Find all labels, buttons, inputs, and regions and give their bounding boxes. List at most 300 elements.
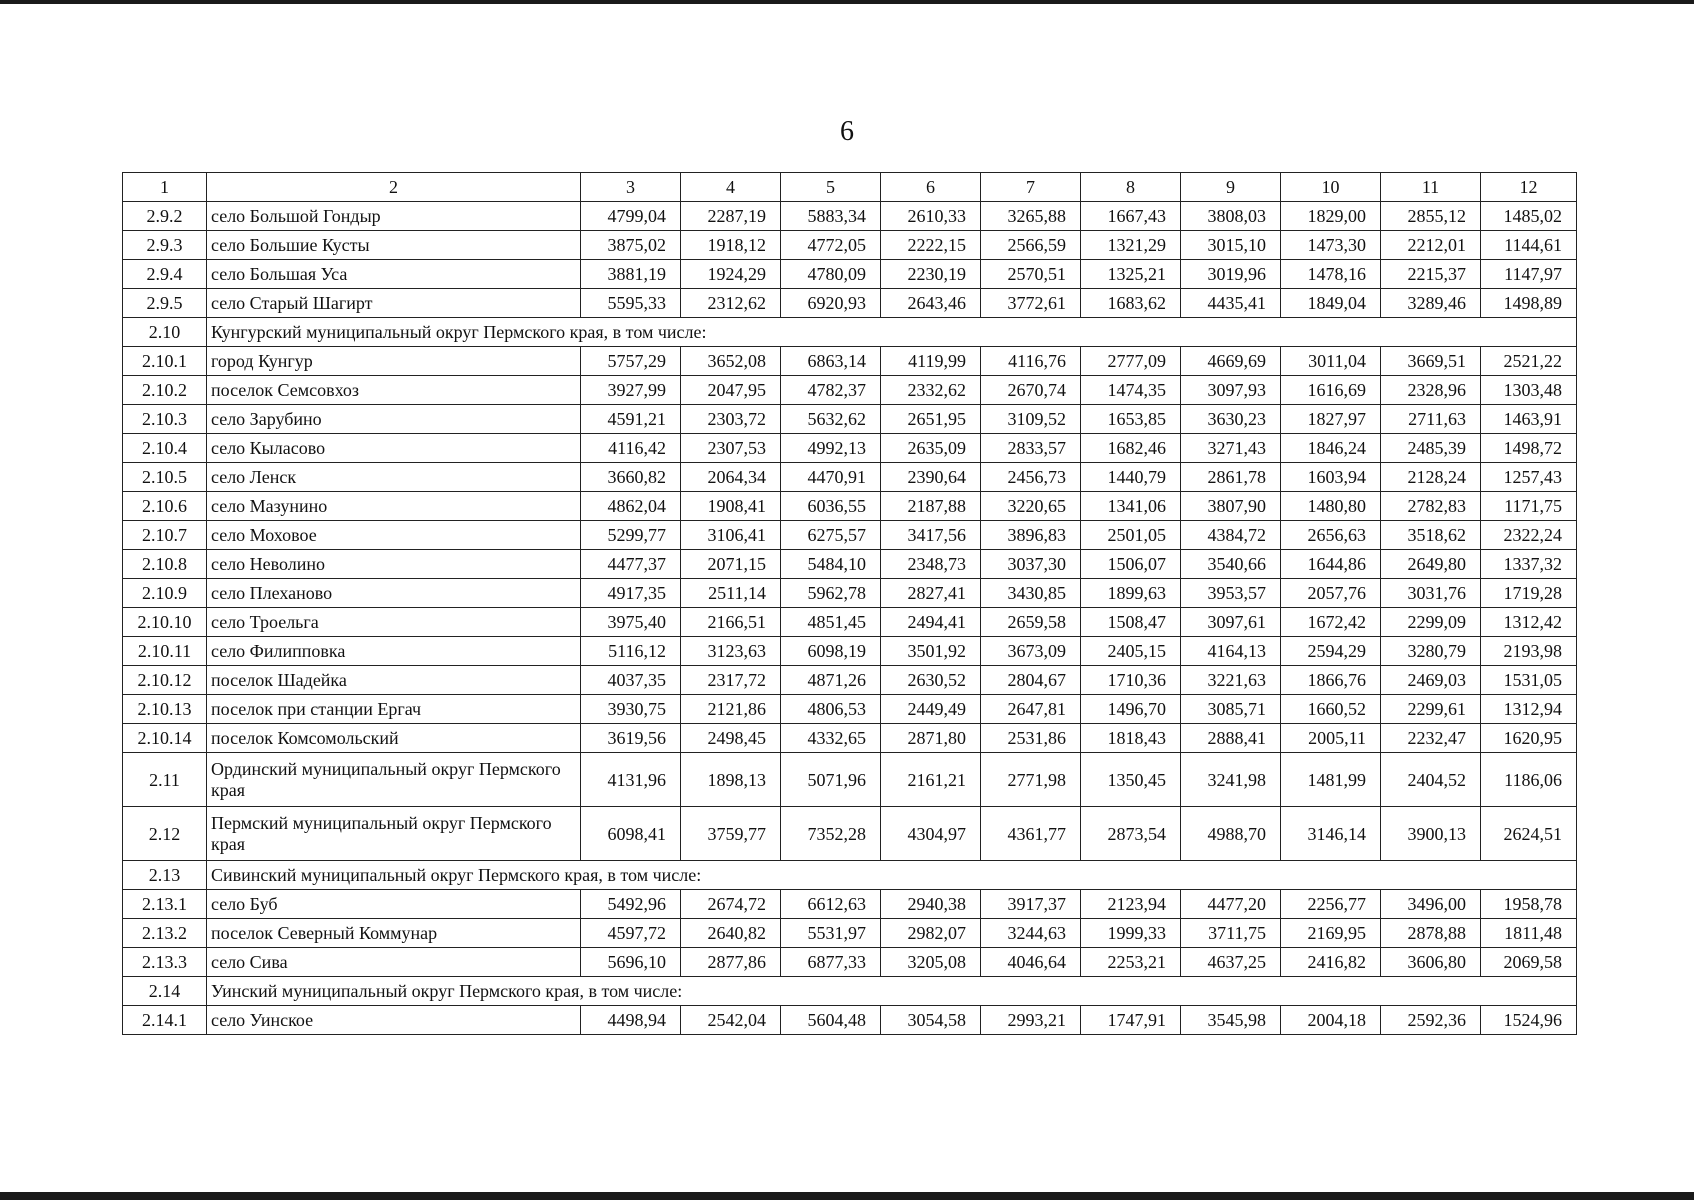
locality-name: село Кыласово — [207, 434, 581, 463]
value-cell: 1144,61 — [1481, 231, 1577, 260]
value-cell: 2610,33 — [881, 202, 981, 231]
value-cell: 1827,97 — [1281, 405, 1381, 434]
value-cell: 1829,00 — [1281, 202, 1381, 231]
value-cell: 2193,98 — [1481, 637, 1577, 666]
value-cell: 1667,43 — [1081, 202, 1181, 231]
value-cell: 1908,41 — [681, 492, 781, 521]
locality-name: село Филипповка — [207, 637, 581, 666]
value-cell: 1849,04 — [1281, 289, 1381, 318]
value-cell: 6863,14 — [781, 347, 881, 376]
value-cell: 2804,67 — [981, 666, 1081, 695]
value-cell: 6612,63 — [781, 890, 881, 919]
row-number: 2.9.3 — [123, 231, 207, 260]
value-cell: 1337,32 — [1481, 550, 1577, 579]
value-cell: 4806,53 — [781, 695, 881, 724]
value-cell: 3054,58 — [881, 1006, 981, 1035]
locality-name: село Неволино — [207, 550, 581, 579]
value-cell: 4304,97 — [881, 807, 981, 861]
value-cell: 3953,57 — [1181, 579, 1281, 608]
value-cell: 5883,34 — [781, 202, 881, 231]
locality-name: поселок Семсовхоз — [207, 376, 581, 405]
row-number: 2.12 — [123, 807, 207, 861]
value-cell: 3106,41 — [681, 521, 781, 550]
table-row — [123, 890, 1577, 919]
value-cell: 1303,48 — [1481, 376, 1577, 405]
column-header: 10 — [1281, 173, 1381, 202]
value-cell: 1999,33 — [1081, 919, 1181, 948]
value-cell: 2123,94 — [1081, 890, 1181, 919]
value-cell: 2064,34 — [681, 463, 781, 492]
column-header: 3 — [581, 173, 681, 202]
table-section-row — [123, 977, 1577, 1006]
value-cell: 2166,51 — [681, 608, 781, 637]
value-cell: 5492,96 — [581, 890, 681, 919]
value-cell: 1350,45 — [1081, 753, 1181, 807]
value-cell: 7352,28 — [781, 807, 881, 861]
value-cell: 3430,85 — [981, 579, 1081, 608]
row-number: 2.10 — [123, 318, 207, 347]
table-row — [123, 666, 1577, 695]
value-cell: 2004,18 — [1281, 1006, 1381, 1035]
value-cell: 1257,43 — [1481, 463, 1577, 492]
value-cell: 2656,63 — [1281, 521, 1381, 550]
scan-top-edge — [0, 0, 1694, 4]
value-cell: 1683,62 — [1081, 289, 1181, 318]
value-cell: 2594,29 — [1281, 637, 1381, 666]
value-cell: 4851,45 — [781, 608, 881, 637]
value-cell: 3037,30 — [981, 550, 1081, 579]
value-cell: 1682,46 — [1081, 434, 1181, 463]
value-cell: 1508,47 — [1081, 608, 1181, 637]
value-cell: 2121,86 — [681, 695, 781, 724]
value-cell: 2299,61 — [1381, 695, 1481, 724]
value-cell: 1924,29 — [681, 260, 781, 289]
value-cell: 2511,14 — [681, 579, 781, 608]
row-number: 2.10.14 — [123, 724, 207, 753]
value-cell: 2390,64 — [881, 463, 981, 492]
value-cell: 2230,19 — [881, 260, 981, 289]
value-cell: 1818,43 — [1081, 724, 1181, 753]
value-cell: 2469,03 — [1381, 666, 1481, 695]
value-cell: 3496,00 — [1381, 890, 1481, 919]
section-title: Кунгурский муниципальный округ Пермского края, в том числе: — [207, 318, 1577, 347]
value-cell: 1899,63 — [1081, 579, 1181, 608]
value-cell: 1846,24 — [1281, 434, 1381, 463]
column-header: 7 — [981, 173, 1081, 202]
value-cell: 2332,62 — [881, 376, 981, 405]
value-cell: 2630,52 — [881, 666, 981, 695]
value-cell: 3241,98 — [1181, 753, 1281, 807]
value-cell: 1524,96 — [1481, 1006, 1577, 1035]
value-cell: 1312,94 — [1481, 695, 1577, 724]
value-cell: 4871,26 — [781, 666, 881, 695]
locality-name: поселок Комсомольский — [207, 724, 581, 753]
value-cell: 2212,01 — [1381, 231, 1481, 260]
value-cell: 3097,93 — [1181, 376, 1281, 405]
locality-name: Пермский муниципальный округ Пермского края — [207, 807, 581, 861]
value-cell: 5595,33 — [581, 289, 681, 318]
value-cell: 3417,56 — [881, 521, 981, 550]
row-number: 2.10.11 — [123, 637, 207, 666]
value-cell: 5757,29 — [581, 347, 681, 376]
table-row — [123, 492, 1577, 521]
value-cell: 2635,09 — [881, 434, 981, 463]
value-cell: 4477,37 — [581, 550, 681, 579]
value-cell: 4498,94 — [581, 1006, 681, 1035]
section-title: Сивинский муниципальный округ Пермского края, в том числе: — [207, 861, 1577, 890]
row-number: 2.10.6 — [123, 492, 207, 521]
row-number: 2.9.5 — [123, 289, 207, 318]
value-cell: 4361,77 — [981, 807, 1081, 861]
value-cell: 1473,30 — [1281, 231, 1381, 260]
value-cell: 3772,61 — [981, 289, 1081, 318]
value-cell: 4332,65 — [781, 724, 881, 753]
row-number: 2.13 — [123, 861, 207, 890]
value-cell: 2405,15 — [1081, 637, 1181, 666]
locality-name: село Большие Кусты — [207, 231, 581, 260]
value-cell: 2222,15 — [881, 231, 981, 260]
value-cell: 2232,47 — [1381, 724, 1481, 753]
value-cell: 3808,03 — [1181, 202, 1281, 231]
value-cell: 4470,91 — [781, 463, 881, 492]
value-cell: 2771,98 — [981, 753, 1081, 807]
value-cell: 4988,70 — [1181, 807, 1281, 861]
value-cell: 4046,64 — [981, 948, 1081, 977]
value-cell: 4597,72 — [581, 919, 681, 948]
value-cell: 6098,41 — [581, 807, 681, 861]
row-number: 2.10.2 — [123, 376, 207, 405]
value-cell: 3271,43 — [1181, 434, 1281, 463]
value-cell: 1440,79 — [1081, 463, 1181, 492]
value-cell: 5604,48 — [781, 1006, 881, 1035]
table-section-row — [123, 318, 1577, 347]
value-cell: 2253,21 — [1081, 948, 1181, 977]
value-cell: 2521,22 — [1481, 347, 1577, 376]
value-cell: 2348,73 — [881, 550, 981, 579]
value-cell: 3109,52 — [981, 405, 1081, 434]
value-cell: 4780,09 — [781, 260, 881, 289]
value-cell: 5696,10 — [581, 948, 681, 977]
table-row — [123, 948, 1577, 977]
table-row — [123, 202, 1577, 231]
value-cell: 1866,76 — [1281, 666, 1381, 695]
value-cell: 2047,95 — [681, 376, 781, 405]
value-cell: 2485,39 — [1381, 434, 1481, 463]
value-cell: 2877,86 — [681, 948, 781, 977]
column-header: 12 — [1481, 173, 1577, 202]
table-row — [123, 463, 1577, 492]
value-cell: 4037,35 — [581, 666, 681, 695]
value-cell: 3011,04 — [1281, 347, 1381, 376]
row-number: 2.10.9 — [123, 579, 207, 608]
value-cell: 2861,78 — [1181, 463, 1281, 492]
column-header: 1 — [123, 173, 207, 202]
value-cell: 3289,46 — [1381, 289, 1481, 318]
value-cell: 1603,94 — [1281, 463, 1381, 492]
locality-name: село Буб — [207, 890, 581, 919]
value-cell: 2071,15 — [681, 550, 781, 579]
row-number: 2.10.13 — [123, 695, 207, 724]
value-cell: 4116,76 — [981, 347, 1081, 376]
value-cell: 2566,59 — [981, 231, 1081, 260]
table-row — [123, 695, 1577, 724]
value-cell: 4637,25 — [1181, 948, 1281, 977]
table-row — [123, 405, 1577, 434]
table-row — [123, 289, 1577, 318]
column-header: 9 — [1181, 173, 1281, 202]
value-cell: 4782,37 — [781, 376, 881, 405]
row-number: 2.11 — [123, 753, 207, 807]
value-cell: 1480,80 — [1281, 492, 1381, 521]
value-cell: 2317,72 — [681, 666, 781, 695]
locality-name: поселок при станции Ергач — [207, 695, 581, 724]
value-cell: 2640,82 — [681, 919, 781, 948]
value-cell: 4772,05 — [781, 231, 881, 260]
value-cell: 2494,41 — [881, 608, 981, 637]
table-row — [123, 1006, 1577, 1035]
value-cell: 1644,86 — [1281, 550, 1381, 579]
row-number: 2.13.3 — [123, 948, 207, 977]
row-number: 2.10.7 — [123, 521, 207, 550]
value-cell: 4669,69 — [1181, 347, 1281, 376]
value-cell: 5071,96 — [781, 753, 881, 807]
locality-name: город Кунгур — [207, 347, 581, 376]
value-cell: 1898,13 — [681, 753, 781, 807]
value-cell: 2328,96 — [1381, 376, 1481, 405]
value-cell: 1312,42 — [1481, 608, 1577, 637]
table-row — [123, 231, 1577, 260]
value-cell: 1498,72 — [1481, 434, 1577, 463]
value-cell: 3085,71 — [1181, 695, 1281, 724]
value-cell: 2057,76 — [1281, 579, 1381, 608]
value-cell: 2833,57 — [981, 434, 1081, 463]
row-number: 2.14 — [123, 977, 207, 1006]
value-cell: 2643,46 — [881, 289, 981, 318]
value-cell: 2531,86 — [981, 724, 1081, 753]
value-cell: 2624,51 — [1481, 807, 1577, 861]
value-cell: 2256,77 — [1281, 890, 1381, 919]
value-cell: 3673,09 — [981, 637, 1081, 666]
value-cell: 2993,21 — [981, 1006, 1081, 1035]
locality-name: село Зарубино — [207, 405, 581, 434]
locality-name: поселок Шадейка — [207, 666, 581, 695]
row-number: 2.13.1 — [123, 890, 207, 919]
value-cell: 2651,95 — [881, 405, 981, 434]
table-row — [123, 260, 1577, 289]
scan-bottom-edge — [0, 1192, 1694, 1200]
value-cell: 2299,09 — [1381, 608, 1481, 637]
locality-name: село Сива — [207, 948, 581, 977]
table-row — [123, 608, 1577, 637]
value-cell: 3660,82 — [581, 463, 681, 492]
value-cell: 3123,63 — [681, 637, 781, 666]
value-cell: 3545,98 — [1181, 1006, 1281, 1035]
value-cell: 3759,77 — [681, 807, 781, 861]
value-cell: 3900,13 — [1381, 807, 1481, 861]
value-cell: 3220,65 — [981, 492, 1081, 521]
row-number: 2.10.3 — [123, 405, 207, 434]
value-cell: 2659,58 — [981, 608, 1081, 637]
locality-name: поселок Северный Коммунар — [207, 919, 581, 948]
value-cell: 2878,88 — [1381, 919, 1481, 948]
value-cell: 2069,58 — [1481, 948, 1577, 977]
value-cell: 2871,80 — [881, 724, 981, 753]
value-cell: 3927,99 — [581, 376, 681, 405]
value-cell: 2169,95 — [1281, 919, 1381, 948]
value-cell: 3501,92 — [881, 637, 981, 666]
value-cell: 5962,78 — [781, 579, 881, 608]
value-cell: 2873,54 — [1081, 807, 1181, 861]
value-cell: 1325,21 — [1081, 260, 1181, 289]
value-cell: 3669,51 — [1381, 347, 1481, 376]
value-cell: 2670,74 — [981, 376, 1081, 405]
row-number: 2.10.4 — [123, 434, 207, 463]
column-header: 2 — [207, 173, 581, 202]
value-cell: 2777,09 — [1081, 347, 1181, 376]
value-cell: 1811,48 — [1481, 919, 1577, 948]
value-cell: 1616,69 — [1281, 376, 1381, 405]
value-cell: 1710,36 — [1081, 666, 1181, 695]
value-cell: 1719,28 — [1481, 579, 1577, 608]
value-cell: 2416,82 — [1281, 948, 1381, 977]
row-number: 2.9.4 — [123, 260, 207, 289]
value-cell: 2307,53 — [681, 434, 781, 463]
value-cell: 6036,55 — [781, 492, 881, 521]
row-number: 2.10.8 — [123, 550, 207, 579]
value-cell: 3881,19 — [581, 260, 681, 289]
locality-name: село Плеханово — [207, 579, 581, 608]
value-cell: 2940,38 — [881, 890, 981, 919]
row-number: 2.14.1 — [123, 1006, 207, 1035]
value-cell: 2322,24 — [1481, 521, 1577, 550]
value-cell: 4131,96 — [581, 753, 681, 807]
value-cell: 2161,21 — [881, 753, 981, 807]
table-header-row — [123, 173, 1577, 202]
value-cell: 4477,20 — [1181, 890, 1281, 919]
value-cell: 5632,62 — [781, 405, 881, 434]
value-cell: 1498,89 — [1481, 289, 1577, 318]
row-number: 2.13.2 — [123, 919, 207, 948]
value-cell: 2456,73 — [981, 463, 1081, 492]
value-cell: 2501,05 — [1081, 521, 1181, 550]
column-header: 4 — [681, 173, 781, 202]
value-cell: 3930,75 — [581, 695, 681, 724]
value-cell: 2982,07 — [881, 919, 981, 948]
locality-name: село Старый Шагирт — [207, 289, 581, 318]
value-cell: 3280,79 — [1381, 637, 1481, 666]
value-cell: 2674,72 — [681, 890, 781, 919]
locality-name: село Троельга — [207, 608, 581, 637]
table-row — [123, 919, 1577, 948]
value-cell: 1478,16 — [1281, 260, 1381, 289]
locality-name: село Моховое — [207, 521, 581, 550]
value-cell: 3652,08 — [681, 347, 781, 376]
value-cell: 2005,11 — [1281, 724, 1381, 753]
value-cell: 2888,41 — [1181, 724, 1281, 753]
value-cell: 6920,93 — [781, 289, 881, 318]
table-row — [123, 637, 1577, 666]
value-cell: 2187,88 — [881, 492, 981, 521]
value-cell: 2570,51 — [981, 260, 1081, 289]
table-row — [123, 724, 1577, 753]
value-cell: 3221,63 — [1181, 666, 1281, 695]
value-cell: 2312,62 — [681, 289, 781, 318]
table-row — [123, 347, 1577, 376]
value-cell: 3146,14 — [1281, 807, 1381, 861]
value-cell: 1747,91 — [1081, 1006, 1181, 1035]
tariff-table — [122, 172, 1577, 1035]
value-cell: 2782,83 — [1381, 492, 1481, 521]
value-cell: 1496,70 — [1081, 695, 1181, 724]
column-header: 11 — [1381, 173, 1481, 202]
value-cell: 4799,04 — [581, 202, 681, 231]
value-cell: 3875,02 — [581, 231, 681, 260]
value-cell: 1620,95 — [1481, 724, 1577, 753]
value-cell: 4992,13 — [781, 434, 881, 463]
value-cell: 3896,83 — [981, 521, 1081, 550]
table-row — [123, 579, 1577, 608]
value-cell: 3031,76 — [1381, 579, 1481, 608]
table-row — [123, 753, 1577, 807]
value-cell: 3097,61 — [1181, 608, 1281, 637]
value-cell: 3975,40 — [581, 608, 681, 637]
value-cell: 2649,80 — [1381, 550, 1481, 579]
value-cell: 2498,45 — [681, 724, 781, 753]
value-cell: 1531,05 — [1481, 666, 1577, 695]
row-number: 2.10.1 — [123, 347, 207, 376]
value-cell: 3205,08 — [881, 948, 981, 977]
value-cell: 3540,66 — [1181, 550, 1281, 579]
value-cell: 4591,21 — [581, 405, 681, 434]
locality-name: село Уинское — [207, 1006, 581, 1035]
value-cell: 6098,19 — [781, 637, 881, 666]
value-cell: 1918,12 — [681, 231, 781, 260]
value-cell: 2404,52 — [1381, 753, 1481, 807]
value-cell: 1147,97 — [1481, 260, 1577, 289]
value-cell: 2592,36 — [1381, 1006, 1481, 1035]
value-cell: 2542,04 — [681, 1006, 781, 1035]
table-row — [123, 521, 1577, 550]
value-cell: 2711,63 — [1381, 405, 1481, 434]
value-cell: 2128,24 — [1381, 463, 1481, 492]
value-cell: 1958,78 — [1481, 890, 1577, 919]
section-title: Уинский муниципальный округ Пермского края, в том числе: — [207, 977, 1577, 1006]
value-cell: 2449,49 — [881, 695, 981, 724]
value-cell: 3518,62 — [1381, 521, 1481, 550]
row-number: 2.10.10 — [123, 608, 207, 637]
value-cell: 6275,57 — [781, 521, 881, 550]
value-cell: 3244,63 — [981, 919, 1081, 948]
value-cell: 1186,06 — [1481, 753, 1577, 807]
value-cell: 1474,35 — [1081, 376, 1181, 405]
locality-name: село Мазунино — [207, 492, 581, 521]
value-cell: 4384,72 — [1181, 521, 1281, 550]
row-number: 2.10.5 — [123, 463, 207, 492]
value-cell: 2303,72 — [681, 405, 781, 434]
value-cell: 1672,42 — [1281, 608, 1381, 637]
page-number: 6 — [840, 116, 854, 147]
value-cell: 1485,02 — [1481, 202, 1577, 231]
value-cell: 1653,85 — [1081, 405, 1181, 434]
table-body — [123, 173, 1577, 1035]
value-cell: 6877,33 — [781, 948, 881, 977]
value-cell: 5299,77 — [581, 521, 681, 550]
value-cell: 2215,37 — [1381, 260, 1481, 289]
value-cell: 3711,75 — [1181, 919, 1281, 948]
value-cell: 1481,99 — [1281, 753, 1381, 807]
column-header: 6 — [881, 173, 981, 202]
value-cell: 4435,41 — [1181, 289, 1281, 318]
